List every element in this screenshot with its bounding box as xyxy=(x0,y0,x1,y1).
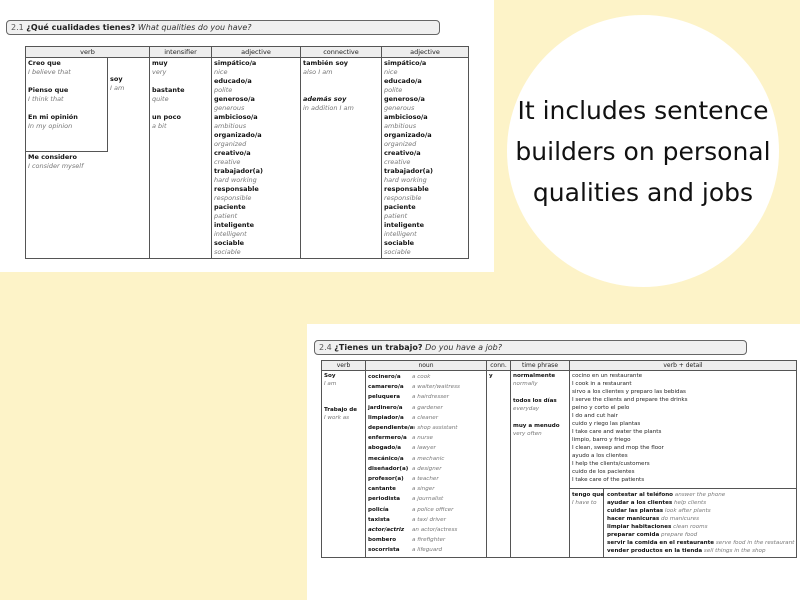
adjective: ambicioso/a xyxy=(384,113,428,121)
detail-phrase: sirvo a los clientes y preparo las bebidas xyxy=(572,389,686,395)
detail-phrase: cuido de los pacientes xyxy=(572,469,635,475)
column-header-verb: verb xyxy=(322,361,366,371)
adjective: creativo/a xyxy=(384,149,421,157)
promo-text: It includes sentence builders on personal qualities and jobs xyxy=(515,95,771,207)
adjective: paciente xyxy=(384,203,416,211)
noun-row: abogado/a a lawyer xyxy=(368,445,436,452)
verb-phrase: Creo que xyxy=(28,59,61,67)
time-phrase: muy a menudo xyxy=(513,423,560,429)
detail-translation: I serve the clients and prepare the drinks xyxy=(572,397,688,403)
connective-translation: also I am xyxy=(303,68,333,76)
obligation-details xyxy=(570,489,796,557)
connective-cell xyxy=(301,58,382,259)
verb-phrase: Soy xyxy=(324,373,336,379)
detail-phrase: limpio, barro y friego xyxy=(572,437,631,443)
intensifier: muy xyxy=(152,59,168,67)
adjective: organizado/a xyxy=(214,131,262,139)
adjective-translation: hard working xyxy=(384,176,427,184)
noun-row: cocinero/a a cook xyxy=(368,374,431,380)
column-header-verb-detail: verb + detail xyxy=(570,361,797,371)
adjective: educado/a xyxy=(384,77,422,85)
infinitive-phrase: ayudar a los clientes help clients xyxy=(607,500,707,506)
noun-row: socorrista a lifeguard xyxy=(368,547,443,554)
noun-cell xyxy=(366,371,487,558)
connective: también soy xyxy=(303,59,349,67)
adjective-translation: polite xyxy=(384,86,403,94)
noun-row: limpiador/a a cleaner xyxy=(368,414,438,421)
detail-phrase: cocino en un restaurante xyxy=(572,373,643,379)
time-phrase-cell xyxy=(511,371,570,558)
noun-row: profesor(a) a teacher xyxy=(368,476,439,483)
adjective-translation: creative xyxy=(384,158,411,166)
adjective: sociable xyxy=(214,239,245,247)
adjective-translation: generous xyxy=(214,104,245,112)
noun-row: periodista a journalist xyxy=(368,496,444,503)
intensifier-translation: very xyxy=(152,68,167,76)
intensifier-cell xyxy=(150,58,212,259)
infinitive-phrase: servir la comida en el restaurante serve food in the restaurant xyxy=(607,540,795,546)
noun-row: actor/actriz an actor/actress xyxy=(368,527,458,534)
adjective-translation: polite xyxy=(214,86,233,94)
adjective-translation: ambitious xyxy=(384,122,417,130)
verb-translation: I work as xyxy=(324,415,350,421)
connective: además soy xyxy=(303,95,347,103)
adjective: sociable xyxy=(384,239,415,247)
verb-phrase: Pienso que xyxy=(28,86,69,94)
detail-translation: I cook in a restaurant xyxy=(572,381,632,387)
time-phrase-translation: everyday xyxy=(513,406,540,412)
adjective: inteligente xyxy=(384,221,425,229)
adjective: educado/a xyxy=(214,77,252,85)
noun-row: camarero/a a waiter/waitress xyxy=(368,384,460,391)
adjective-translation: responsible xyxy=(214,194,252,202)
adjective: responsable xyxy=(214,185,259,193)
adjective-cell xyxy=(212,58,301,259)
adjective: trabajador(a) xyxy=(384,167,434,175)
adjective: simpático/a xyxy=(214,59,257,67)
jobs-title-number: 2.4 xyxy=(319,343,332,352)
adjective: paciente xyxy=(214,203,246,211)
noun-row: policía a police officer xyxy=(368,506,454,513)
adjective-translation: organized xyxy=(384,140,417,148)
verb-cell xyxy=(322,371,366,558)
verb-phrase: Me considero xyxy=(28,153,77,161)
noun-row: bombero a firefighter xyxy=(368,537,446,544)
intensifier: bastante xyxy=(152,86,185,94)
infinitive-phrase: limpiar habitaciones clean rooms xyxy=(607,524,708,530)
column-header-time-phrase: time phrase xyxy=(511,361,570,371)
adjective-translation: creative xyxy=(214,158,241,166)
adjective-translation: sociable xyxy=(384,248,411,256)
jobs-title-translation: Do you have a job? xyxy=(425,343,503,352)
adjective-translation: responsible xyxy=(384,194,422,202)
column-header-adjective: adjective xyxy=(212,47,301,58)
adjective: ambicioso/a xyxy=(214,113,258,121)
me-considero-phrase xyxy=(26,152,149,172)
noun-row: diseñador(a) a designer xyxy=(368,465,442,472)
verb-phrase: soy xyxy=(110,75,123,83)
soy-phrase xyxy=(110,75,124,93)
infinitive-list xyxy=(604,489,797,557)
detail-translation: I take care of the patients xyxy=(572,477,645,483)
column-header-conn: conn. xyxy=(487,361,511,371)
adjective-translation: sociable xyxy=(214,248,241,256)
column-header-verb: verb xyxy=(26,47,150,58)
adjective-translation: intelligent xyxy=(384,230,417,238)
jobs-title-bar xyxy=(314,340,747,355)
time-phrase: todos los días xyxy=(513,398,557,404)
detail-phrase: ayudo a los clientes xyxy=(572,453,628,459)
qualities-worksheet xyxy=(0,0,494,272)
infinitive-phrase: hacer manicuras do manicures xyxy=(607,516,700,522)
adjective: inteligente xyxy=(214,221,255,229)
time-phrase: normalmente xyxy=(513,373,556,379)
adjective-translation: nice xyxy=(214,68,228,76)
adjective: generoso/a xyxy=(384,95,425,103)
adjective: trabajador(a) xyxy=(214,167,264,175)
adjective-translation: organized xyxy=(214,140,247,148)
column-header-noun: noun xyxy=(366,361,487,371)
adjective-translation: hard working xyxy=(214,176,257,184)
verb-translation: I am xyxy=(324,381,337,387)
noun-row: mecánico/a a mechanic xyxy=(368,455,445,462)
infinitive-phrase: vender productos en la tienda sell things in the shop xyxy=(607,548,766,554)
noun-row: taxista a taxi driver xyxy=(368,516,446,523)
qualities-title-question: ¿Qué cualidades tienes? xyxy=(26,23,136,32)
connective: y xyxy=(489,373,493,379)
noun-row: dependiente/a a shop assistant xyxy=(368,425,458,432)
promo-circle xyxy=(507,15,779,287)
detail-translation: I do and cut hair xyxy=(572,413,618,419)
adjective-translation: patient xyxy=(384,212,408,220)
adjective: generoso/a xyxy=(214,95,255,103)
adjective: simpático/a xyxy=(384,59,427,67)
detail-translation: I clean, sweep and mop the floor xyxy=(572,445,664,451)
adjective-translation: nice xyxy=(384,68,398,76)
column-header-connective: connective xyxy=(301,47,382,58)
column-header-intensifier: intensifier xyxy=(150,47,212,58)
qualities-title-bar xyxy=(6,20,440,35)
verb-translation: I am xyxy=(110,84,125,92)
infinitive-phrase: preparar comida prepare food xyxy=(607,532,698,538)
adjective-translation: generous xyxy=(384,104,415,112)
detail-phrase: cuido y riego las plantas xyxy=(572,421,641,427)
verb-translation: I believe that xyxy=(28,68,71,76)
verb-phrase: En mi opinión xyxy=(28,113,78,121)
verb-translation: I think that xyxy=(28,95,64,103)
qualities-title-translation: What qualities do you have? xyxy=(137,23,252,32)
verb-translation: In my opinion xyxy=(28,122,73,130)
noun-row: enfermero/a a nurse xyxy=(368,435,433,442)
tengo-que-cell xyxy=(570,489,604,557)
time-phrase-translation: normally xyxy=(513,381,538,387)
adjective-translation: ambitious xyxy=(214,122,247,130)
adjective: organizado/a xyxy=(384,131,432,139)
jobs-worksheet xyxy=(307,324,800,600)
detail-translation: I take care and water the plants xyxy=(572,429,662,435)
verb-translation: I consider myself xyxy=(28,162,84,170)
column-header-adjective-2: adjective xyxy=(382,47,469,58)
connective-translation: in addition I am xyxy=(303,104,354,112)
noun-row: peluquera a hairdresser xyxy=(368,394,449,401)
adjective-2-cell xyxy=(382,58,469,259)
jobs-sentence-builder-table xyxy=(321,360,797,558)
qualities-title-number: 2.1 xyxy=(11,23,24,32)
detail-phrase: peino y corto el pelo xyxy=(572,405,630,411)
detail-translation: I help the clients/customers xyxy=(572,461,650,467)
adjective: responsable xyxy=(384,185,429,193)
infinitive-phrase: cuidar las plantas look after plants xyxy=(607,508,711,514)
noun-row: cantante a singer xyxy=(368,486,435,493)
adjective: creativo/a xyxy=(214,149,251,157)
infinitive-phrase: contestar al teléfono answer the phone xyxy=(607,492,726,498)
verb-phrase: Trabajo de xyxy=(324,407,358,413)
qualities-sentence-builder-table xyxy=(25,46,469,259)
present-tense-details xyxy=(570,372,796,489)
verb-cell xyxy=(26,58,150,259)
opinion-phrases xyxy=(26,58,108,152)
adjective-translation: patient xyxy=(214,212,238,220)
tengo-que: tengo que xyxy=(572,492,605,498)
tengo-que-translation: I have to xyxy=(572,500,597,506)
intensifier-translation: quite xyxy=(152,95,169,103)
noun-row: jardinero/a a gardener xyxy=(368,404,443,411)
adjective-translation: intelligent xyxy=(214,230,247,238)
verb-detail-cell xyxy=(570,371,797,558)
jobs-title-question: ¿Tienes un trabajo? xyxy=(334,343,423,352)
conn-cell xyxy=(487,371,511,558)
time-phrase-translation: very often xyxy=(513,431,542,437)
intensifier-translation: a bit xyxy=(152,122,167,130)
intensifier: un poco xyxy=(152,113,181,121)
